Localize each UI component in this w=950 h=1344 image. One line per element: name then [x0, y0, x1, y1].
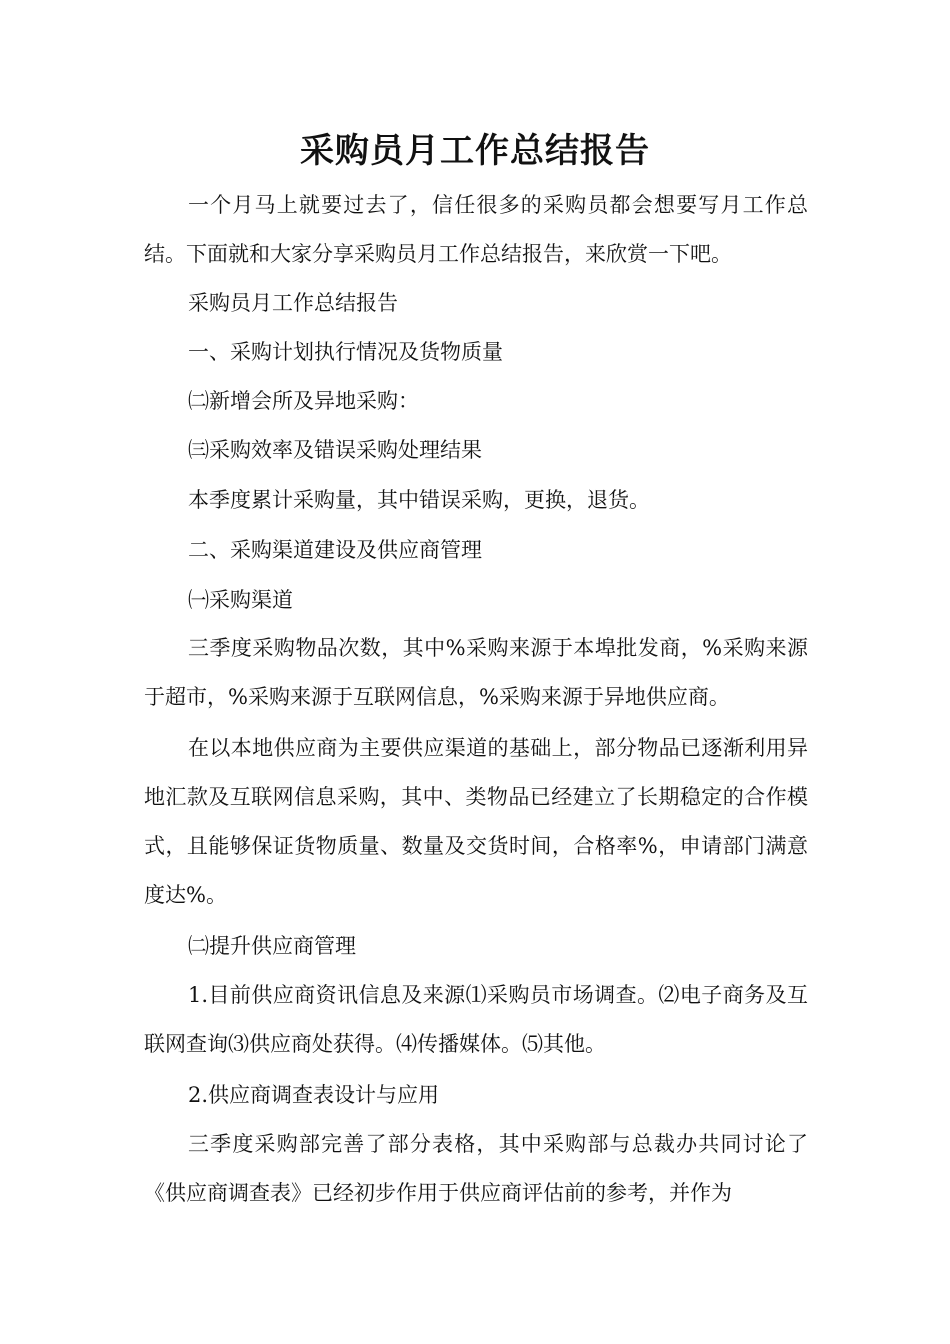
- subsection-heading: ㈡新增会所及异地采购：: [188, 389, 419, 413]
- subsection-heading: ㈢采购效率及错误采购处理结果: [188, 438, 482, 462]
- document-title: 采购员月工作总结报告: [300, 131, 650, 171]
- list-item-heading: 2.供应商调查表设计与应用: [188, 1083, 440, 1107]
- paragraph-intro: 一个月马上就要过去了，信任很多的采购员都会想要写月工作总结。下面就和大家分享采购员月工作总结报告，来欣赏一下吧。: [144, 193, 808, 266]
- paragraph-subtitle: 采购员月工作总结报告: [188, 291, 398, 315]
- paragraph: 三季度采购部完善了部分表格，其中采购部与总裁办共同讨论了《供应商调查表》已经初步作用于供应商评估前的参考，并作为: [144, 1132, 808, 1205]
- paragraph: 三季度采购物品次数，其中%采购来源于本埠批发商，%采购来源于超市，%采购来源于互联网信息，%采购来源于异地供应商。: [144, 636, 808, 709]
- subsection-heading: ㈠采购渠道: [188, 588, 293, 612]
- paragraph: 在以本地供应商为主要供应渠道的基础上，部分物品已逐渐利用异地汇款及互联网信息采购，其中、类物品已经建立了长期稳定的合作模式，且能够保证货物质量、数量及交货时间，合格率%，申请部门满意度达%。: [144, 736, 808, 907]
- paragraph: 1.目前供应商资讯信息及来源⑴采购员市场调查。⑵电子商务及互联网查询⑶供应商处获得。⑷传播媒体。⑸其他。: [144, 983, 808, 1056]
- subsection-heading: ㈡提升供应商管理: [188, 934, 356, 958]
- paragraph: 本季度累计采购量，其中错误采购，更换，退货。: [188, 488, 650, 512]
- section-heading-1: 一、采购计划执行情况及货物质量: [188, 340, 503, 364]
- section-heading-2: 二、采购渠道建设及供应商管理: [188, 538, 482, 562]
